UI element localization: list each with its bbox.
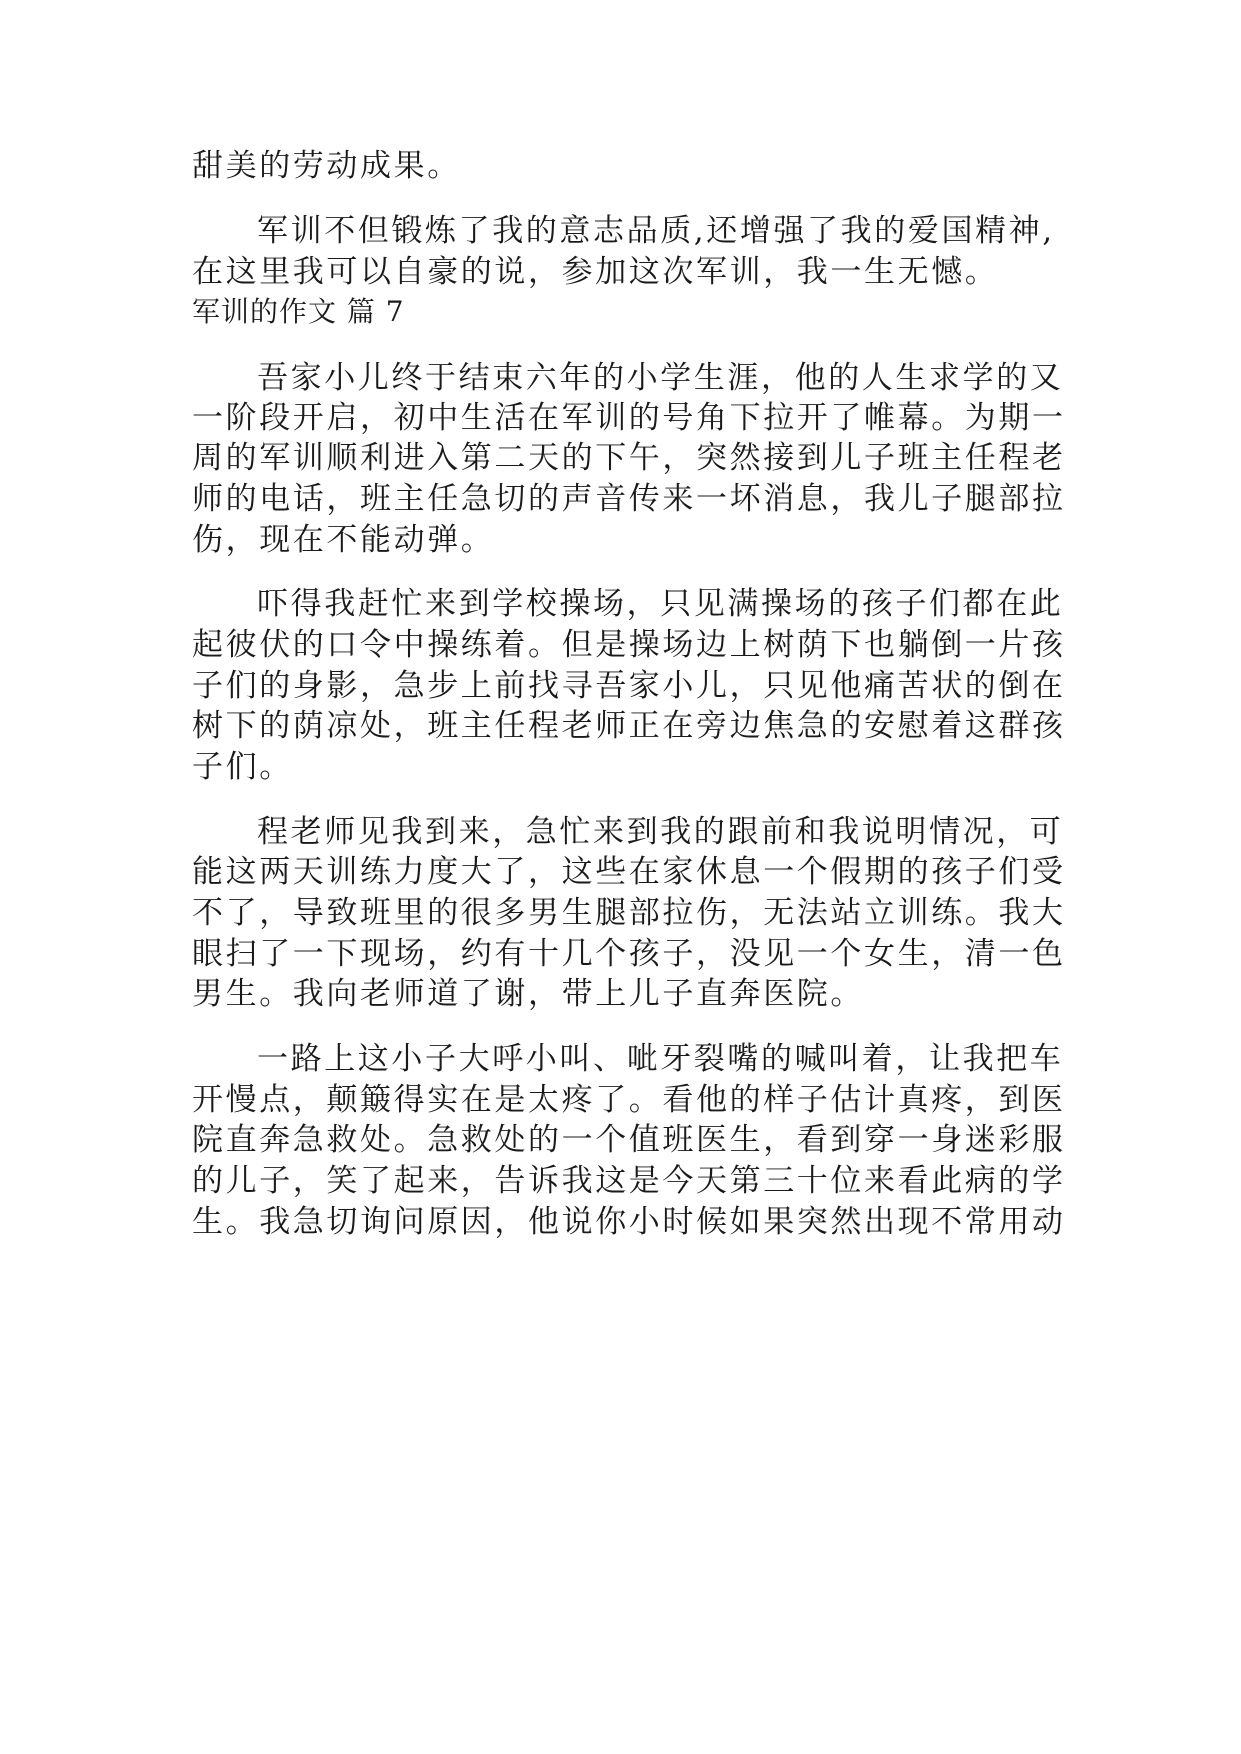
text-line: 师的电话，班主任急切的声音传来一坏消息，我儿子腿部拉 (192, 481, 1066, 517)
text-line: 树下的荫凉处，班主任程老师正在旁边焦急的安慰着这群孩 (192, 708, 1066, 744)
text-line: 男生。我向老师道了谢，带上儿子直奔医院。 (192, 976, 864, 1012)
text-line: 周的军训顺利进入第二天的下午，突然接到儿子班主任程老 (192, 440, 1066, 476)
text-line: 开慢点，颠簸得实在是太疼了。看他的样子估计真疼，到医 (192, 1082, 1066, 1118)
text-line: 程老师见我到来，急忙来到我的跟前和我说明情况，可 (257, 814, 1064, 850)
text-line: 生。我急切询问原因，他说你小时候如果突然出现不常用动 (192, 1204, 1066, 1240)
text-line: 能这两天训练力度大了，这些在家休息一个假期的孩子们受 (192, 854, 1066, 890)
text-line: 吾家小儿终于结束六年的小学生涯，他的人生求学的又 (257, 360, 1064, 396)
text-line: 甜美的劳动成果。 (192, 148, 461, 184)
text-line: 一阶段开启，初中生活在军训的号角下拉开了帷幕。为期一 (192, 400, 1066, 436)
text-line: 院直奔急救处。急救处的一个值班医生，看到穿一身迷彩服 (192, 1122, 1066, 1158)
text-line: 在这里我可以自豪的说，参加这次军训，我一生无憾。 (192, 254, 999, 290)
text-line: 子们。 (192, 749, 293, 785)
text-line: 不了，导致班里的很多男生腿部拉伤，无法站立训练。我大 (192, 895, 1066, 931)
text-line: 吓得我赶忙来到学校操场，只见满操场的孩子们都在此 (257, 586, 1064, 622)
text-line: 的儿子，笑了起来，告诉我这是今天第三十位来看此病的学 (192, 1163, 1066, 1199)
section-heading: 军训的作文 篇 7 (192, 295, 405, 328)
text-line: 军训不但锻炼了我的意志品质,还增强了我的爱国精神, (257, 213, 1055, 249)
text-line: 子们的身影，急步上前找寻吾家小儿，只见他痛苦状的倒在 (192, 668, 1066, 704)
text-line: 起彼伏的口令中操练着。但是操场边上树荫下也躺倒一片孩 (192, 627, 1066, 663)
text-line: 伤，现在不能动弹。 (192, 522, 495, 558)
text-line: 一路上这小子大呼小叫、呲牙裂嘴的喊叫着，让我把车 (257, 1041, 1064, 1077)
text-line: 眼扫了一下现场，约有十几个孩子，没见一个女生，清一色 (192, 936, 1066, 972)
